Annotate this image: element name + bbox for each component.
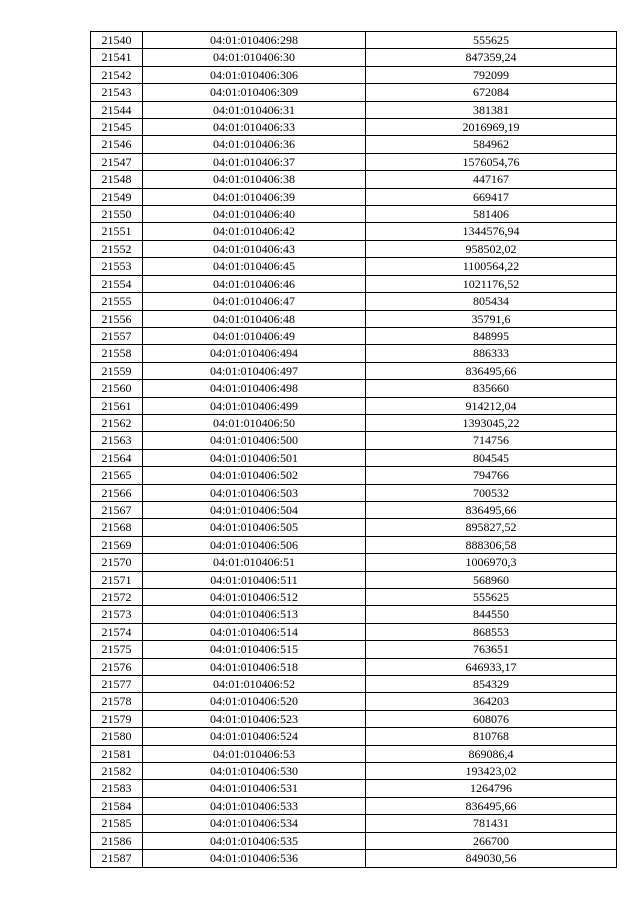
table-row bbox=[91, 641, 617, 658]
row-number-cell: 21544 bbox=[91, 101, 143, 118]
cadastral-value-cell: 381381 bbox=[366, 101, 617, 118]
table-row bbox=[91, 763, 617, 780]
cadastral-value-cell: 364203 bbox=[366, 693, 617, 710]
table-row bbox=[91, 153, 617, 170]
table-row bbox=[91, 797, 617, 814]
cadastral-number-cell: 04:01:010406:48 bbox=[143, 310, 366, 327]
cadastral-value-cell: 810768 bbox=[366, 728, 617, 745]
cadastral-value-table bbox=[90, 31, 617, 868]
cadastral-value-cell: 781431 bbox=[366, 815, 617, 832]
table-row bbox=[91, 397, 617, 414]
row-number-cell: 21569 bbox=[91, 536, 143, 553]
cadastral-number-cell: 04:01:010406:52 bbox=[143, 676, 366, 693]
table-row bbox=[91, 554, 617, 571]
cadastral-value-cell: 1006970,3 bbox=[366, 554, 617, 571]
table-row bbox=[91, 310, 617, 327]
cadastral-number-cell: 04:01:010406:494 bbox=[143, 345, 366, 362]
row-number-cell: 21575 bbox=[91, 641, 143, 658]
cadastral-value-cell: 888306,58 bbox=[366, 536, 617, 553]
row-number-cell: 21577 bbox=[91, 676, 143, 693]
cadastral-number-cell: 04:01:010406:534 bbox=[143, 815, 366, 832]
cadastral-number-cell: 04:01:010406:506 bbox=[143, 536, 366, 553]
table-row bbox=[91, 449, 617, 466]
cadastral-number-cell: 04:01:010406:515 bbox=[143, 641, 366, 658]
cadastral-number-cell: 04:01:010406:50 bbox=[143, 414, 366, 431]
cadastral-value-cell: 581406 bbox=[366, 206, 617, 223]
row-number-cell: 21561 bbox=[91, 397, 143, 414]
row-number-cell: 21551 bbox=[91, 223, 143, 240]
cadastral-value-cell: 886333 bbox=[366, 345, 617, 362]
cadastral-value-cell: 608076 bbox=[366, 710, 617, 727]
row-number-cell: 21586 bbox=[91, 832, 143, 849]
cadastral-number-cell: 04:01:010406:46 bbox=[143, 275, 366, 292]
cadastral-number-cell: 04:01:010406:530 bbox=[143, 763, 366, 780]
cadastral-number-cell: 04:01:010406:514 bbox=[143, 623, 366, 640]
cadastral-number-cell: 04:01:010406:497 bbox=[143, 362, 366, 379]
row-number-cell: 21564 bbox=[91, 449, 143, 466]
cadastral-number-cell: 04:01:010406:536 bbox=[143, 850, 366, 867]
row-number-cell: 21547 bbox=[91, 153, 143, 170]
table-row bbox=[91, 606, 617, 623]
row-number-cell: 21583 bbox=[91, 780, 143, 797]
cadastral-number-cell: 04:01:010406:498 bbox=[143, 380, 366, 397]
cadastral-number-cell: 04:01:010406:31 bbox=[143, 101, 366, 118]
cadastral-value-cell: 763651 bbox=[366, 641, 617, 658]
cadastral-number-cell: 04:01:010406:524 bbox=[143, 728, 366, 745]
cadastral-number-cell: 04:01:010406:30 bbox=[143, 49, 366, 66]
table-row bbox=[91, 171, 617, 188]
cadastral-value-cell: 1576054,76 bbox=[366, 153, 617, 170]
cadastral-number-cell: 04:01:010406:535 bbox=[143, 832, 366, 849]
table-row bbox=[91, 345, 617, 362]
row-number-cell: 21578 bbox=[91, 693, 143, 710]
cadastral-number-cell: 04:01:010406:53 bbox=[143, 745, 366, 762]
table-row bbox=[91, 832, 617, 849]
cadastral-value-cell: 646933,17 bbox=[366, 658, 617, 675]
cadastral-value-cell: 835660 bbox=[366, 380, 617, 397]
table-row bbox=[91, 206, 617, 223]
table-row bbox=[91, 49, 617, 66]
table-row bbox=[91, 223, 617, 240]
table-row bbox=[91, 414, 617, 431]
cadastral-number-cell: 04:01:010406:499 bbox=[143, 397, 366, 414]
table-row bbox=[91, 519, 617, 536]
cadastral-value-cell: 804545 bbox=[366, 449, 617, 466]
table-row bbox=[91, 188, 617, 205]
table-row bbox=[91, 780, 617, 797]
cadastral-number-cell: 04:01:010406:518 bbox=[143, 658, 366, 675]
cadastral-value-cell: 836495,66 bbox=[366, 797, 617, 814]
cadastral-number-cell: 04:01:010406:513 bbox=[143, 606, 366, 623]
cadastral-value-cell: 844550 bbox=[366, 606, 617, 623]
cadastral-value-cell: 1021176,52 bbox=[366, 275, 617, 292]
table-row bbox=[91, 432, 617, 449]
cadastral-number-cell: 04:01:010406:42 bbox=[143, 223, 366, 240]
cadastral-number-cell: 04:01:010406:33 bbox=[143, 119, 366, 136]
row-number-cell: 21574 bbox=[91, 623, 143, 640]
cadastral-number-cell: 04:01:010406:298 bbox=[143, 32, 366, 49]
cadastral-number-cell: 04:01:010406:306 bbox=[143, 66, 366, 83]
row-number-cell: 21559 bbox=[91, 362, 143, 379]
table-row bbox=[91, 240, 617, 257]
cadastral-value-cell: 849030,56 bbox=[366, 850, 617, 867]
table-row bbox=[91, 676, 617, 693]
row-number-cell: 21566 bbox=[91, 484, 143, 501]
table-row bbox=[91, 693, 617, 710]
table-row bbox=[91, 467, 617, 484]
cadastral-value-cell: 1344576,94 bbox=[366, 223, 617, 240]
cadastral-number-cell: 04:01:010406:512 bbox=[143, 589, 366, 606]
row-number-cell: 21546 bbox=[91, 136, 143, 153]
row-number-cell: 21548 bbox=[91, 171, 143, 188]
table-row bbox=[91, 536, 617, 553]
row-number-cell: 21555 bbox=[91, 293, 143, 310]
row-number-cell: 21580 bbox=[91, 728, 143, 745]
cadastral-value-cell: 714756 bbox=[366, 432, 617, 449]
row-number-cell: 21565 bbox=[91, 467, 143, 484]
row-number-cell: 21576 bbox=[91, 658, 143, 675]
cadastral-number-cell: 04:01:010406:43 bbox=[143, 240, 366, 257]
cadastral-number-cell: 04:01:010406:309 bbox=[143, 84, 366, 101]
row-number-cell: 21570 bbox=[91, 554, 143, 571]
cadastral-value-cell: 895827,52 bbox=[366, 519, 617, 536]
cadastral-value-cell: 854329 bbox=[366, 676, 617, 693]
cadastral-value-cell: 868553 bbox=[366, 623, 617, 640]
cadastral-number-cell: 04:01:010406:40 bbox=[143, 206, 366, 223]
table-row bbox=[91, 658, 617, 675]
cadastral-number-cell: 04:01:010406:504 bbox=[143, 501, 366, 518]
cadastral-number-cell: 04:01:010406:45 bbox=[143, 258, 366, 275]
row-number-cell: 21567 bbox=[91, 501, 143, 518]
cadastral-number-cell: 04:01:010406:36 bbox=[143, 136, 366, 153]
cadastral-number-cell: 04:01:010406:503 bbox=[143, 484, 366, 501]
cadastral-value-cell: 869086,4 bbox=[366, 745, 617, 762]
row-number-cell: 21543 bbox=[91, 84, 143, 101]
cadastral-value-cell: 266700 bbox=[366, 832, 617, 849]
row-number-cell: 21545 bbox=[91, 119, 143, 136]
cadastral-value-cell: 805434 bbox=[366, 293, 617, 310]
cadastral-value-cell: 792099 bbox=[366, 66, 617, 83]
cadastral-value-cell: 1264796 bbox=[366, 780, 617, 797]
row-number-cell: 21562 bbox=[91, 414, 143, 431]
cadastral-value-cell: 847359,24 bbox=[366, 49, 617, 66]
row-number-cell: 21552 bbox=[91, 240, 143, 257]
table-row bbox=[91, 710, 617, 727]
row-number-cell: 21553 bbox=[91, 258, 143, 275]
cadastral-number-cell: 04:01:010406:501 bbox=[143, 449, 366, 466]
cadastral-number-cell: 04:01:010406:533 bbox=[143, 797, 366, 814]
row-number-cell: 21542 bbox=[91, 66, 143, 83]
cadastral-number-cell: 04:01:010406:505 bbox=[143, 519, 366, 536]
table-row bbox=[91, 745, 617, 762]
table-row bbox=[91, 101, 617, 118]
row-number-cell: 21556 bbox=[91, 310, 143, 327]
table-row bbox=[91, 589, 617, 606]
table-row bbox=[91, 293, 617, 310]
cadastral-number-cell: 04:01:010406:520 bbox=[143, 693, 366, 710]
cadastral-number-cell: 04:01:010406:49 bbox=[143, 327, 366, 344]
table-row bbox=[91, 275, 617, 292]
row-number-cell: 21579 bbox=[91, 710, 143, 727]
table-row bbox=[91, 623, 617, 640]
table-row bbox=[91, 119, 617, 136]
cadastral-value-cell: 836495,66 bbox=[366, 501, 617, 518]
table-row bbox=[91, 66, 617, 83]
cadastral-value-cell: 669417 bbox=[366, 188, 617, 205]
cadastral-number-cell: 04:01:010406:511 bbox=[143, 571, 366, 588]
row-number-cell: 21568 bbox=[91, 519, 143, 536]
table-row bbox=[91, 136, 617, 153]
row-number-cell: 21549 bbox=[91, 188, 143, 205]
table-row bbox=[91, 84, 617, 101]
table-row bbox=[91, 850, 617, 867]
table-row bbox=[91, 362, 617, 379]
row-number-cell: 21563 bbox=[91, 432, 143, 449]
row-number-cell: 21560 bbox=[91, 380, 143, 397]
table-row bbox=[91, 501, 617, 518]
row-number-cell: 21581 bbox=[91, 745, 143, 762]
cadastral-value-cell: 672084 bbox=[366, 84, 617, 101]
table-row bbox=[91, 728, 617, 745]
row-number-cell: 21585 bbox=[91, 815, 143, 832]
cadastral-value-cell: 958502,02 bbox=[366, 240, 617, 257]
cadastral-number-cell: 04:01:010406:37 bbox=[143, 153, 366, 170]
row-number-cell: 21558 bbox=[91, 345, 143, 362]
cadastral-value-cell: 700532 bbox=[366, 484, 617, 501]
cadastral-value-cell: 836495,66 bbox=[366, 362, 617, 379]
cadastral-number-cell: 04:01:010406:51 bbox=[143, 554, 366, 571]
cadastral-number-cell: 04:01:010406:500 bbox=[143, 432, 366, 449]
row-number-cell: 21584 bbox=[91, 797, 143, 814]
cadastral-value-cell: 914212,04 bbox=[366, 397, 617, 414]
table-row bbox=[91, 327, 617, 344]
cadastral-value-cell: 555625 bbox=[366, 32, 617, 49]
table-row bbox=[91, 815, 617, 832]
cadastral-number-cell: 04:01:010406:47 bbox=[143, 293, 366, 310]
row-number-cell: 21571 bbox=[91, 571, 143, 588]
row-number-cell: 21582 bbox=[91, 763, 143, 780]
cadastral-number-cell: 04:01:010406:523 bbox=[143, 710, 366, 727]
table-row bbox=[91, 380, 617, 397]
cadastral-value-cell: 584962 bbox=[366, 136, 617, 153]
cadastral-value-cell: 568960 bbox=[366, 571, 617, 588]
table-row bbox=[91, 258, 617, 275]
row-number-cell: 21587 bbox=[91, 850, 143, 867]
cadastral-value-cell: 848995 bbox=[366, 327, 617, 344]
cadastral-number-cell: 04:01:010406:502 bbox=[143, 467, 366, 484]
cadastral-value-cell: 1100564,22 bbox=[366, 258, 617, 275]
table-body bbox=[91, 32, 617, 868]
cadastral-value-cell: 447167 bbox=[366, 171, 617, 188]
cadastral-number-cell: 04:01:010406:531 bbox=[143, 780, 366, 797]
row-number-cell: 21572 bbox=[91, 589, 143, 606]
cadastral-number-cell: 04:01:010406:39 bbox=[143, 188, 366, 205]
row-number-cell: 21554 bbox=[91, 275, 143, 292]
cadastral-value-cell: 1393045,22 bbox=[366, 414, 617, 431]
cadastral-value-cell: 2016969,19 bbox=[366, 119, 617, 136]
cadastral-value-cell: 35791,6 bbox=[366, 310, 617, 327]
row-number-cell: 21557 bbox=[91, 327, 143, 344]
row-number-cell: 21573 bbox=[91, 606, 143, 623]
cadastral-value-cell: 794766 bbox=[366, 467, 617, 484]
table-row bbox=[91, 484, 617, 501]
table-row bbox=[91, 571, 617, 588]
row-number-cell: 21540 bbox=[91, 32, 143, 49]
cadastral-value-cell: 555625 bbox=[366, 589, 617, 606]
table-row bbox=[91, 32, 617, 49]
cadastral-value-cell: 193423,02 bbox=[366, 763, 617, 780]
row-number-cell: 21550 bbox=[91, 206, 143, 223]
row-number-cell: 21541 bbox=[91, 49, 143, 66]
cadastral-number-cell: 04:01:010406:38 bbox=[143, 171, 366, 188]
